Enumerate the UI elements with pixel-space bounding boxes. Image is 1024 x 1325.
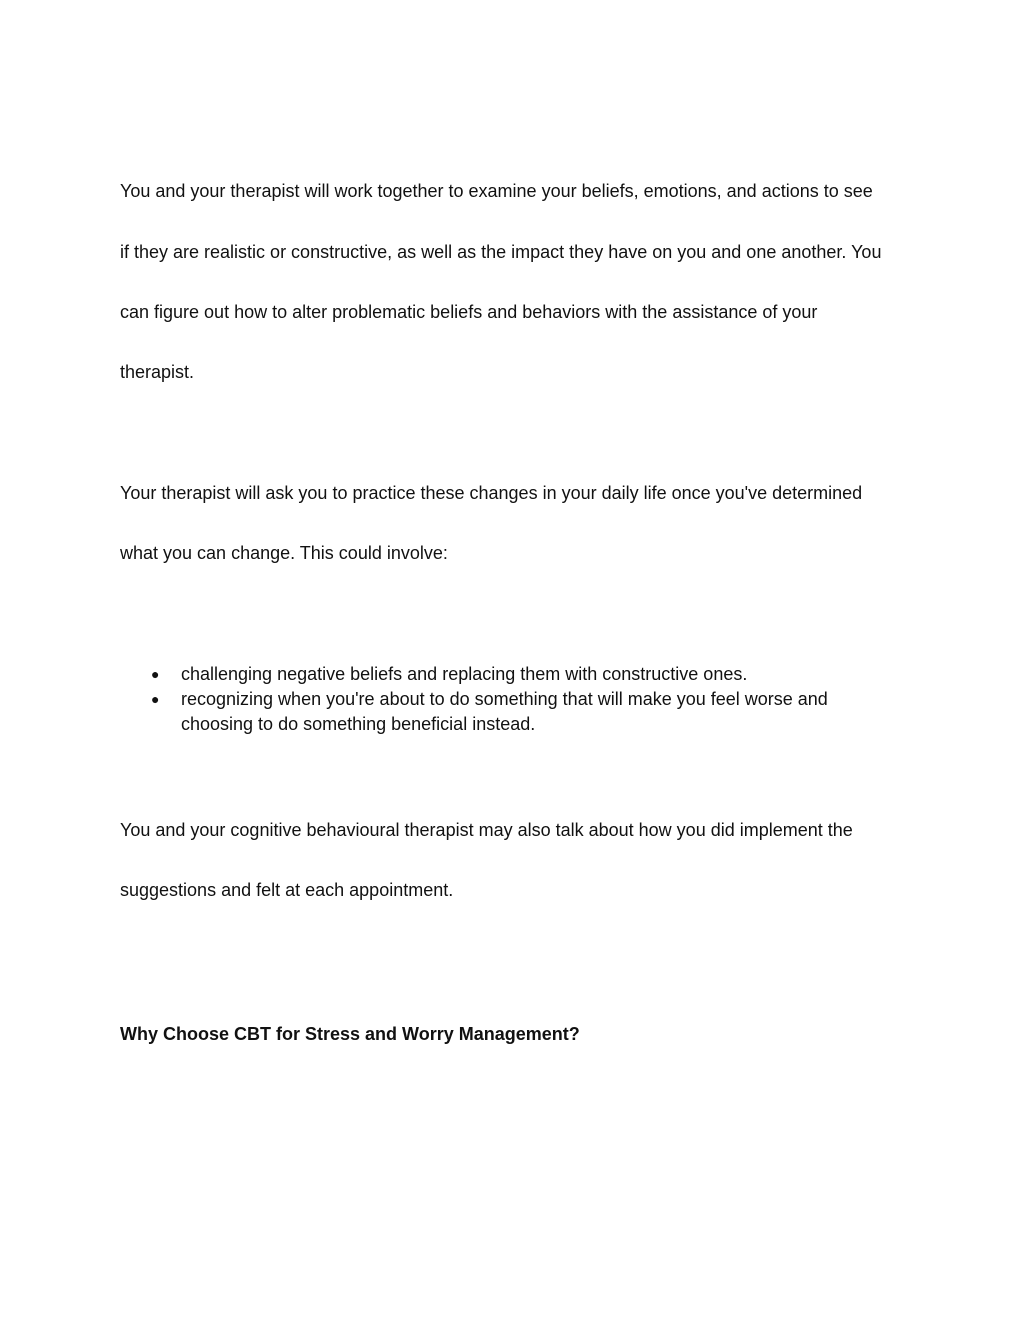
bullet-icon: ● [151, 666, 160, 682]
bullet-list [120, 662, 900, 737]
paragraph-line: You and your cognitive behavioural therapist may also talk about how you did implement the [120, 820, 853, 840]
paragraph-line: can figure out how to alter problematic beliefs and behaviors with the assistance of your [120, 302, 818, 322]
list-item-text: choosing to do something beneficial instead. [181, 714, 536, 734]
paragraph-line: You and your therapist will work together to examine your beliefs, emotions, and actions to see [120, 181, 873, 201]
paragraph-line: if they are realistic or constructive, as well as the impact they have on you and one another. You [120, 242, 882, 262]
section-heading: Why Choose CBT for Stress and Worry Management? [120, 1024, 580, 1044]
list-item [120, 662, 900, 687]
paragraph-line: therapist. [120, 362, 195, 382]
paragraph-line: Your therapist will ask you to practice these changes in your daily life once you've determined [120, 483, 863, 503]
paragraph-line: suggestions and felt at each appointment. [120, 880, 454, 900]
list-item-text: recognizing when you're about to do something that will make you feel worse and [181, 689, 828, 709]
bullet-icon: ● [151, 691, 160, 707]
paragraph-line: what you can change. This could involve: [120, 543, 448, 563]
list-item [120, 687, 900, 737]
list-item-text: challenging negative beliefs and replacing them with constructive ones. [181, 664, 748, 684]
